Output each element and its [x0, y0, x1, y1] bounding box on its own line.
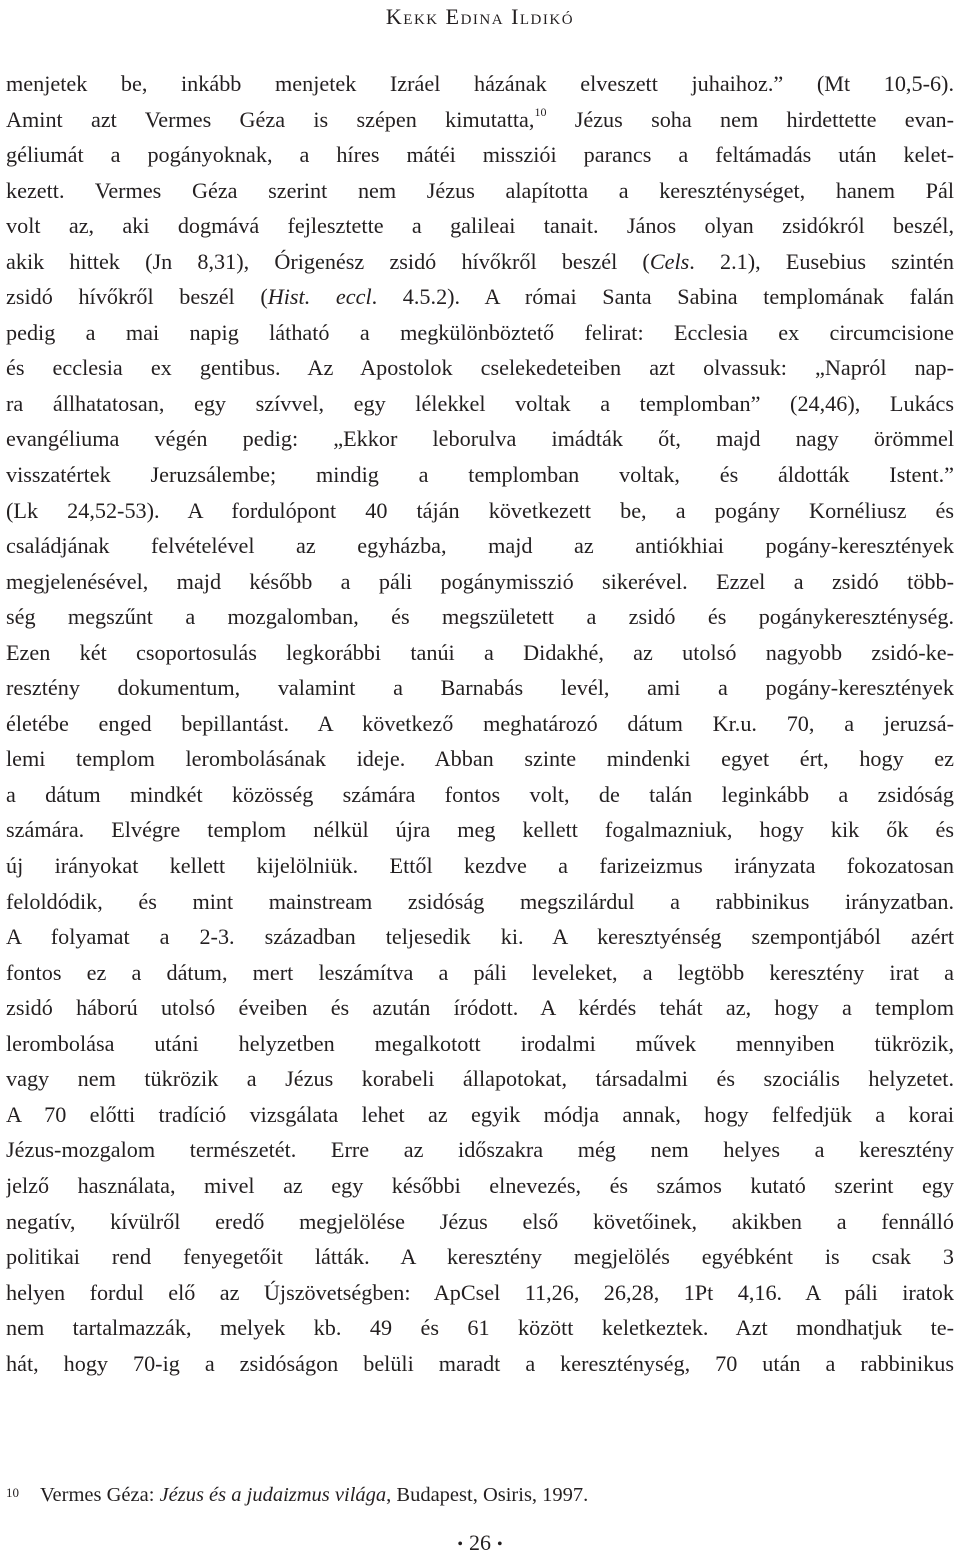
- text-line: volt az, aki dogmává fejlesztette a galileai tanait. János olyan zsidókról beszél,: [6, 213, 954, 239]
- text-line: visszatértek Jeruzsálembe; mindig a templomban voltak, és áldották Istent.”: [6, 462, 954, 488]
- text-line: helyen fordul elő az Újszövetségben: ApCsel 11,26, 26,28, 1Pt 4,16. A páli iratok: [6, 1279, 954, 1305]
- text-line: lerombolása utáni helyzetben megalkotott irodalmi művek mennyiben tükrözik,: [6, 1030, 954, 1056]
- text-line: [6, 279, 954, 315]
- text-line: [6, 102, 954, 138]
- text-line: családjának felvételével az egyházba, majd az antiókhiai pogány-keresztények: [6, 533, 954, 559]
- text-line: A 70 előtti tradíció vizsgálata lehet az egyik módja annak, hogy felfedjük a korai: [6, 1101, 954, 1127]
- text-line: nem tartalmazzák, melyek kb. 49 és 61 között keletkeztek. Azt mondhatjuk te-: [6, 1315, 954, 1341]
- footnote-author: Vermes Géza:: [40, 1484, 160, 1506]
- text-line: és ecclesia ex gentibus. Az Apostolok cselekedeteiben azt olvassuk: „Napról nap-: [6, 355, 954, 381]
- text-fragment: Amint azt Vermes Géza is szépen kimutatta,: [6, 106, 535, 132]
- text-line: ség megszűnt a mozgalomban, és megszületett a zsidó és pogánykereszténység.: [6, 604, 954, 630]
- text-line: evangéliuma végén pedig: „Ekkor leborulva imádták őt, majd nagy örömmel: [6, 426, 954, 452]
- text-line: jelző használata, mivel az egy későbbi elnevezés, és számos kutató szerint egy: [6, 1172, 954, 1198]
- text-line: menjetek be, inkább menjetek Izráel házának elveszett juhaihoz.” (Mt 10,5-6).: [6, 71, 954, 96]
- italic-citation: Cels: [649, 248, 690, 274]
- text-line: életébe enged bepillantást. A következő meghatározó dátum Kr.u. 70, a jeruzsá-: [6, 710, 954, 736]
- text-line: A folyamat a 2-3. században teljesedik ki. A keresztyénség szempontjából azért: [6, 924, 954, 950]
- text-line: számára. Elvégre templom nélkül újra meg kellett fogalmazniuk, hogy kik ők és: [6, 817, 954, 843]
- text-line: fontos ez a dátum, mert leszámítva a páli leveleket, a legtöbb keresztény irat a: [6, 959, 954, 985]
- text-line: resztény dokumentum, valamint a Barnabás levél, ami a pogány-keresztények: [6, 675, 954, 701]
- text-line: géliumát a pogányoknak, a híres mátéi missziói parancs a feltámadás után kelet-: [6, 142, 954, 168]
- footnote-title: Jézus és a judaizmus világa: [159, 1484, 387, 1506]
- text-line: politikai rend fenyegetőit látták. A keresztény megjelölés egyébként is csak 3: [6, 1244, 954, 1270]
- text-line: megjelenésével, majd később a páli pogánymisszió sikerével. Ezzel a zsidó több-: [6, 568, 954, 594]
- text-fragment: . 4.5.2). A római Santa Sabina templomának falán: [371, 284, 954, 310]
- footnote: [6, 1482, 954, 1508]
- footnote-reference[interactable]: 10: [534, 104, 547, 119]
- text-fragment: . 2.1), Eusebius szintén: [689, 248, 954, 274]
- text-line: feloldódik, és mint mainstream zsidóság megszilárdul a rabbinikus irányzatban.: [6, 888, 954, 914]
- text-fragment: Jézus soha nem hirdettette evan-: [546, 106, 954, 132]
- text-line: zsidó háború utolsó éveiben és azután íródott. A kérdés tehát az, hogy a templom: [6, 995, 954, 1021]
- text-line: Ezen két csoportosulás legkorábbi tanúi a Didakhé, az utolsó nagyobb zsidó-ke-: [6, 639, 954, 665]
- text-line: a dátum mindkét közösség számára fontos volt, de talán leginkább a zsidóság: [6, 781, 954, 807]
- text-line: ra állhatatosan, egy szívvel, egy lélekkel voltak a templomban” (24,46), Lukács: [6, 390, 954, 416]
- text-line: hát, hogy 70-ig a zsidóságon belüli maradt a kereszténység, 70 után a rabbinikus: [6, 1350, 954, 1376]
- text-line: Jézus-mozgalom természetét. Erre az időszakra még nem helyes a keresztény: [6, 1137, 954, 1163]
- text-line: [6, 244, 954, 280]
- text-line: negatív, kívülről eredő megjelölése Jézus első követőinek, akikben a fennálló: [6, 1208, 954, 1234]
- text-fragment: akik hittek (Jn 8,31), Órigenész zsidó hívőkről beszél (: [6, 248, 650, 274]
- bullet-ornament: •: [497, 1535, 503, 1553]
- text-line: új irányokat kellett kijelölniük. Ettől kezdve a farizeizmus irányzata fokozatosan: [6, 853, 954, 879]
- body-paragraph: [6, 66, 954, 1381]
- page-number: [0, 1530, 960, 1556]
- running-head-author: Kekk Edina Ildikó: [385, 4, 575, 29]
- bullet-ornament: •: [457, 1535, 463, 1553]
- text-line: pedig a mai napig látható a megkülönböztető felirat: Ecclesia ex circumcisione: [6, 319, 954, 345]
- text-line: (Lk 24,52-53). A fordulópont 40 táján következett be, a pogány Kornéliusz és: [6, 497, 954, 523]
- footnote-publisher: , Budapest, Osiris, 1997.: [386, 1484, 589, 1506]
- text-line: lemi templom lerombolásának ideje. Abban szinte mindenki egyet ért, hogy ez: [6, 746, 954, 772]
- text-line: kezett. Vermes Géza szerint nem Jézus alapította a kereszténységet, hanem Pál: [6, 177, 954, 203]
- text-fragment: zsidó hívőkről beszél (: [6, 284, 268, 310]
- page-number-value: 26: [469, 1530, 491, 1555]
- text-line: vagy nem tükrözik a Jézus korabeli állapotokat, társadalmi és szociális helyzetet.: [6, 1066, 954, 1092]
- italic-citation: Hist. eccl: [267, 284, 372, 310]
- footnote-number: 10: [6, 1485, 19, 1500]
